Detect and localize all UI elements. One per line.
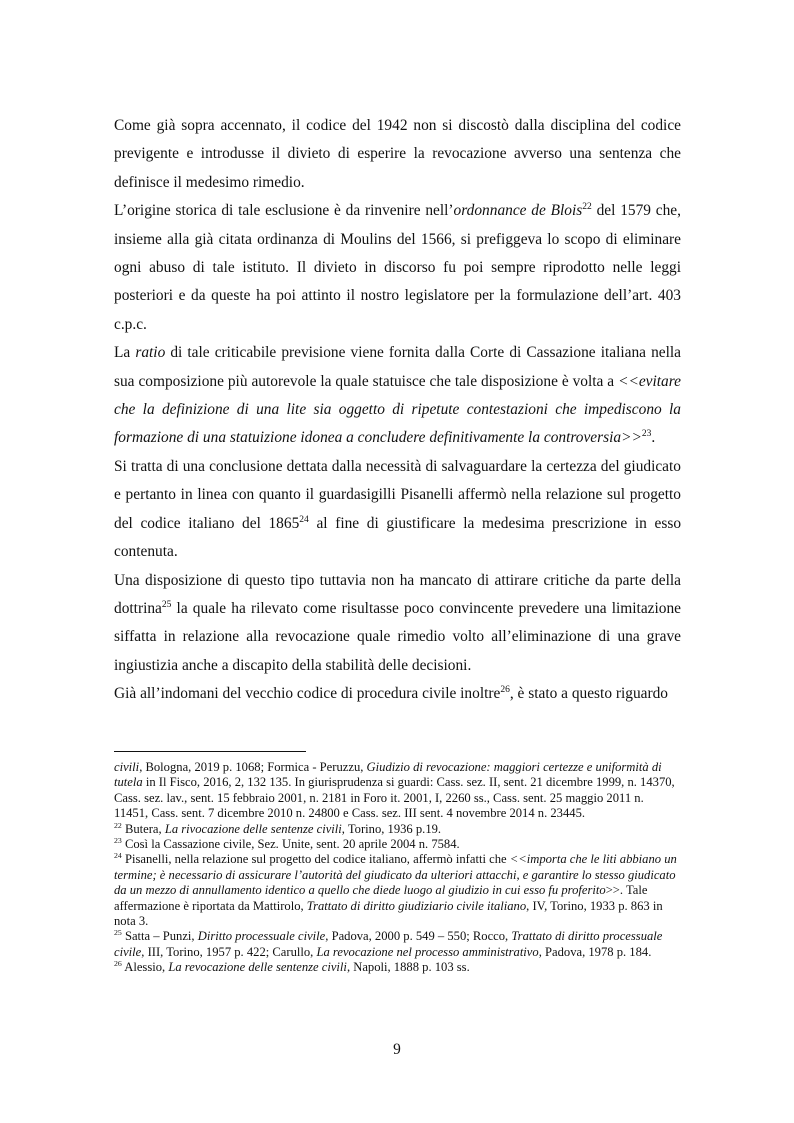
footnote-26: $^{26}$ Alessio, La revocazione delle sentenze civili, Napoli, 1888 p. 103 ss. [114, 959, 470, 975]
paragraph-6: Già all’indomani del vecchio codice di procedura civile inoltre$^{26}$, è stato a questo riguardo [114, 684, 668, 703]
footnote-continuation: civili, Bologna, 2019 p. 1068; Formica - Peruzzu, Giudizio di revocazione: maggiori certezze e uniformità di tutela in Il Fisco, 2016, 2, 132 135. In giurisprudenza si guardi: Cass. sez. II, sent. 21 dicembre 1999, n. 14370, Cass. sez. lav., sent. 15 febbraio 2001, n. 2181 in Foro it. 2001, I, 2260 ss., Cass. sent. 25 maggio 2011 n. 11451, Cass. sent. 7 dicembre 2010 n. 24800 e Cass. sez. III sent. 4 novembre 2014 n. 23445. [114, 760, 675, 821]
paragraph-5: Una disposizione di questo tipo tuttavia non ha mancato di attirare critiche da parte della dottrina$^{25}$ la quale ha rilevato come risultasse poco convincente prevedere una limitazione siffatta in relazione alla revocazione quale rimedio volto all’eliminazione di una grave ingiustizia anche a discapito della stabilità delle decisioni. [114, 571, 681, 674]
footnote-25: $^{25}$ Satta – Punzi, Diritto processuale civile, Padova, 2000 p. 549 – 550; Rocco, Trattato di diritto processuale civile, III, Torino, 1957 p. 422; Carullo, La revocazione nel processo amministrativo, Padova, 1978 p. 184. [114, 928, 663, 959]
footnote-ref-23[interactable]: 23 [641, 428, 652, 440]
footnote-ref-22[interactable]: 22 [582, 201, 592, 213]
paragraph-2: L’origine storica di tale esclusione è da rinvenire nell’ordonnance de Blois$^{22}$ del 1579 che, insieme alla già citata ordinanza di Moulins del 1566, si prefiggeva lo scopo di eliminare ogni abuso di tale istituto. Il divieto in discorso fu poi sempre riprodotto nelle leggi posteriori e da queste ha poi attinto il nostro legislatore per la formulazione dell’art. 403 c.p.c. [114, 201, 681, 333]
footnote-23: $^{23}$ Così la Cassazione civile, Sez. Unite, sent. 20 aprile 2004 n. 7584. [114, 835, 460, 852]
paragraph-4: Si tratta di una conclusione dettata dalla necessità di salvaguardare la certezza del giudicato e pertanto in linea con quanto il guardasigilli Pisanelli affermò nella relazione sul progetto del codice italiano del 1865$^{24}$ al fine di giustificare la medesima prescrizione in esso contenuta. [114, 457, 682, 561]
footnote-ref-24[interactable]: 24 [299, 513, 309, 525]
footnote-24: $^{24}$ Pisanelli, nella relazione sul progetto del codice italiano, affermò infatti che <<importa che le liti abbiano un termine; è necessario di assicurare l’autorità del giudicato da ulteriori attacchi, e garantire lo stesso giudicato da un mezzo di annullamento identico a quello che diede luogo al giudizio in cui esso fu proferito>>. Tale affermazione è riportata da Mattirolo, Trattato di diritto giudiziario civile italiano, IV, Torino, 1933 p. 863 in nota 3. [114, 851, 677, 929]
footnote-ref-25[interactable]: 25 [161, 598, 172, 610]
page-number: 9 [393, 1041, 401, 1058]
footnote-22: $^{22}$ Butera, La rivocazione delle sentenze civili, Torino, 1936 p.19. [114, 820, 442, 836]
footnote-ref-26[interactable]: 26 [500, 684, 510, 695]
main-text [114, 112, 681, 709]
paragraph-1: Come già sopra accennato, il codice del 1942 non si discostò dalla disciplina del codice previgente e introdusse il divieto di esperire la revocazione avverso una sentenza che definisce il medesimo rimedio. [114, 117, 681, 191]
footnotes [114, 760, 681, 976]
paragraph-3: La ratio di tale criticabile previsione viene fornita dalla Corte di Cassazione italiana nella sua composizione più autorevole la quale statuisce che tale disposizione è volta a <<evitare che la definizione di una lite sia oggetto di ripetute contestazioni che impediscono la formazione di una statuizione idonea a concludere definitivamente la controversia>>$^{23}$. [114, 344, 681, 447]
footnote-separator [114, 751, 306, 752]
